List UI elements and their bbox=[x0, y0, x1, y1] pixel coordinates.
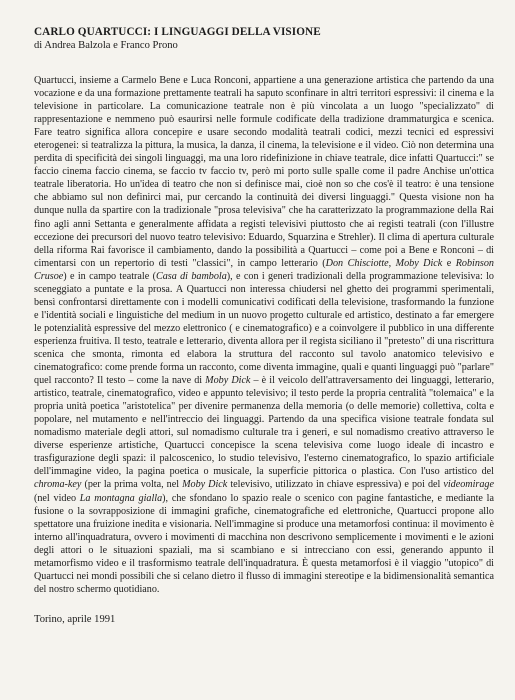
body-text: e bbox=[442, 257, 456, 269]
body-text: Quartucci, insieme a Carmelo Bene e Luca Ronconi, appartiene a una generazione artistica che partendo da una vocazione e da una formazione prettamente teatrali ha saputo sconfinare in altri territori espressivi: il cinema e la televisione in particolare. La comunicazione teatrale non è più vincolata a un luogo "specializzato" di rappresentazione e nemmeno può esaurirsi nelle formule codificate della tradizione drammaturgica e scenica. Fare teatro significa allora concepire e usare secondo modalità teatrali codici, mezzi tecnici ed espressivi eterogenei: si teatralizza la pittura, la musica, la danza, il cinema, la televisione e il video. Ciò non determina una perdita di specificità dei singoli linguaggi, ma una loro ridefinizione in chiave teatrale, dice infatti Quartucci:" se faccio cinema faccio cinema, se faccio tv faccio tv, però mi porto sulle spalle come il padre Anchise un'ottica teatrale liberatoria. Ho un'idea di teatro che non si definisce mai, cioè non so che cos'è il teatro: è una tensione che abbiamo sul non definirci mai, pur cercando la continuità dei diversi linguaggi." Questa visione non ha dunque nulla da spartire con la tradizionale "prosa televisiva" che ha caratterizzato la programmazione della Rai fino agli anni Settanta e generalmente affidata a registi televisivi piuttosto che ai registi teatrali (con l'illustre eccezione dei precursori del nuovo teatro televisivo: Eduardo, Squarzina e Strehler). Il clima di apertura culturale della riforma Rai favorisce il cambiamento, dando la possibilità a Quartucci – come poi a Bene e Ronconi – di cimentarsi con un repertorio di testi "classici", in campo letterario ( bbox=[34, 75, 494, 269]
document-signature: Torino, aprile 1991 bbox=[34, 613, 116, 625]
body-text: (nel video bbox=[34, 492, 80, 504]
body-italic: chroma-key bbox=[34, 479, 82, 491]
body-italic: Robinson Crusoe bbox=[34, 257, 494, 282]
body-italic: Moby Dick bbox=[205, 375, 251, 387]
body-text: ), e con i generi tradizionali della programmazione televisiva: lo sceneggiato a puntate e la prosa. A Quartucci non interessa chiudersi nel ghetto dei programmi sperimentali, bensì confrontarsi direttamente con i modelli comunicativi codificati della televisione, trasformando la funzione e l'identità sociali e linguistiche del medium in un nuovo progetto culturale ed artistico, destinato a far emergere le potenzialità espressive del mezzo elettronico ( e cinematografico) e a coinvolgere il pubblico in una differente esperienza fruitiva. Il testo, teatrale e letterario, diventa allora per il regista siciliano il "pretesto" di una riscrittura scenica che smonta, rimonta ed elabora la struttura del racconto sul tavolo anatomico televisivo e cinematografico: come prende forma un racconto, come diventa immagine, quali e quanti linguaggi può "parlare" quel racconto? Il testo – come la nave di bbox=[34, 270, 494, 387]
body-text: televisivo, utilizzato in chiave espressiva) e poi del bbox=[227, 479, 444, 491]
body-italic: Moby Dick bbox=[182, 479, 228, 491]
body-italic: La montagna gialla bbox=[79, 492, 163, 504]
body-text: ), che sfondano lo spazio reale o scenico con pagine fantastiche, e mediante la fusione o la sovrapposizione di immagini grafiche, cinematografiche ed elettroniche, Quartucci propone allo spettatore una fruizione inedita e visionaria. Nell'immagine si produce una metamorfosi continua: il movimento è interno all'inquadratura, ovvero i movimenti di macchina non descrivono semplicemente i movimenti e le azioni degli attori o le situazioni spaziali, ma si scambiano e si intrecciano con essi, generando appunto il metamorfismo video e il trasformismo teatrale dell'inquadratura. È questa metamorfosi è il viaggio "utopico" di Quartucci nei mondi possibili che si celano dietro il flusso di immagini stereotipe e la bidimensionalità semantica del nostro schermo quotidiano. bbox=[34, 492, 494, 595]
document-page bbox=[34, 26, 494, 635]
document-body bbox=[34, 74, 494, 596]
body-text: (per la prima volta, nel bbox=[81, 479, 183, 491]
document-authors: di Andrea Balzola e Franco Prono bbox=[34, 40, 178, 51]
document-title: CARLO QUARTUCCI: I LINGUAGGI DELLA VISIONE bbox=[34, 26, 321, 38]
body-italic: videomirage bbox=[443, 479, 494, 491]
body-italic: Don Chisciotte, Moby Dick bbox=[325, 257, 443, 269]
body-italic: Casa di bambola bbox=[155, 270, 227, 282]
body-text: – è il veicolo dell'attraversamento dei linguaggi, letterario, artistico, teatrale, cinematografico, video e appunto televisivo; il testo perde la propria centralità "tolemaica" e la propria unità poetica "aristotelica" per divenire permanenza della memoria (o delle memorie) collettiva, colta e popolare, nel mutamento e nell'intreccio dei linguaggi. Partendo da una specifica visione teatrale fondata sul nomadismo materiale degli attori, sul nomadismo culturale tra i generi, e sul nomadismo creativo attraverso le diverse esperienze artistiche, Quartucci concepisce la scena televisiva come luogo ideale di incastro e trasfigurazione degli spazi: il palcoscenico, lo studio televisivo, l'esterno cinematografico, lo spazio artificiale dell'immagine video, la pagina poetica o musicale, la superficie pittorica o plastica. Con l'uso artistico del bbox=[34, 375, 495, 478]
body-text: ) e in campo teatrale ( bbox=[63, 270, 156, 282]
